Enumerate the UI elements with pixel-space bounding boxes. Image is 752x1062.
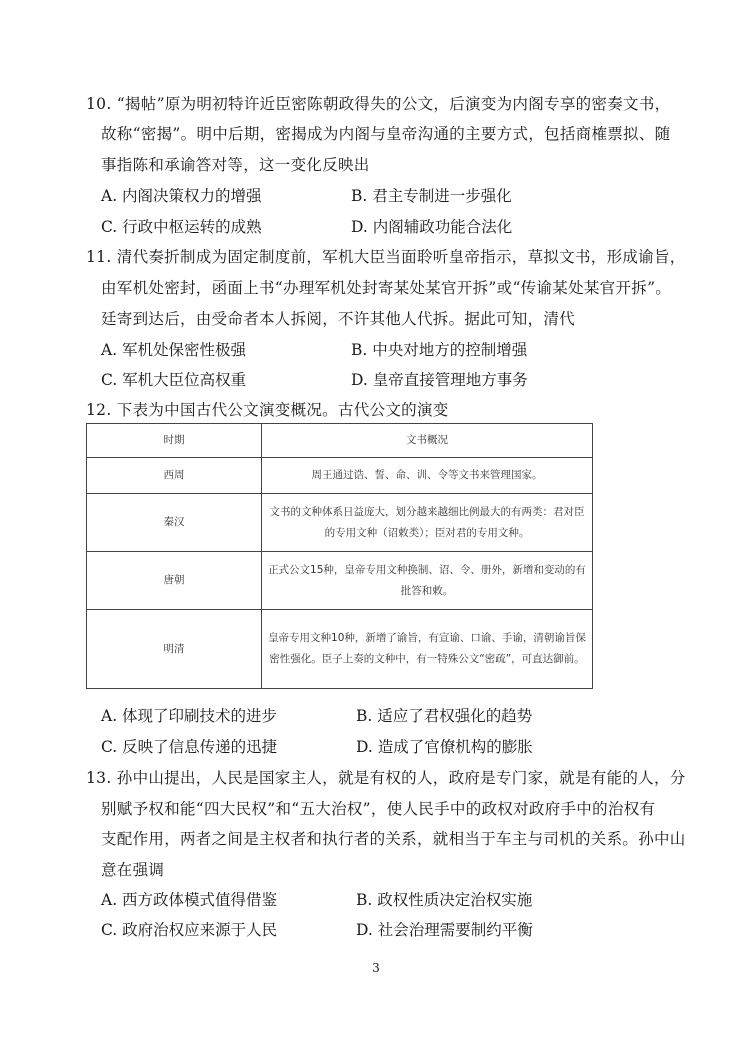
table-row <box>87 552 593 610</box>
q12-option-c[interactable]: C. 反映了信息传递的迅捷 <box>101 738 278 756</box>
table-cell-period: 秦汉 <box>87 494 262 552</box>
table-row <box>87 610 593 689</box>
q10-option-a[interactable]: A. 内阁决策权力的增强 <box>101 187 262 205</box>
q12-table <box>86 423 593 689</box>
table-row <box>87 458 593 494</box>
q13-stem-line-3: 支配作用，两者之间是主权者和执行者的关系，就相当于车主与司机的关系。孙中山 <box>101 830 686 848</box>
table-row <box>87 494 593 552</box>
q13-stem-line-1: 13. 孙中山提出，人民是国家主人，就是有权的人，政府是专门家，就是有能的人，分 <box>86 769 686 787</box>
q10-stem-line-1: 10. “揭帖”原为明初特许近臣密陈朝政得失的公文，后演变为内阁专享的密奏文书， <box>86 95 671 113</box>
q13-stem-line-2: 别赋予权和能“四大民权”和“五大治权”，使人民手中的政权对政府手中的治权有 <box>101 800 656 818</box>
q11-stem-line-3: 廷寄到达后，由受命者本人拆阅，不许其他人代拆。据此可知，清代 <box>101 310 576 328</box>
table-cell-overview: 皇帝专用文种10种，新增了谕旨，有宣谕、口谕、手谕，清朝谕旨保密性强化。臣子上奏的文种中，有一特殊公文“密疏”，可直达御前。 <box>262 610 593 689</box>
q13-option-a[interactable]: A. 西方政体模式值得借鉴 <box>101 891 278 909</box>
q11-stem-line-1: 11. 清代奏折制成为固定制度前，军机大臣当面聆听皇帝指示，草拟文书，形成谕旨， <box>86 248 686 266</box>
table-cell-period: 西周 <box>87 458 262 494</box>
q12-stem-line-1: 12. 下表为中国古代公文演变概况。古代公文的演变 <box>86 401 449 419</box>
table-header-row <box>87 424 593 458</box>
table-header-period: 时期 <box>87 424 262 458</box>
q12-option-d[interactable]: D. 造成了官僚机构的膨胀 <box>356 738 533 756</box>
q12-option-b[interactable]: B. 适应了君权强化的趋势 <box>356 707 533 725</box>
table-cell-overview: 文书的文种体系日益庞大，划分越来越细比例最大的有两类：君对臣的专用文种（诏敕类）；臣对君的专用文种。 <box>262 494 593 552</box>
table-cell-period: 唐朝 <box>87 552 262 610</box>
q10-option-b[interactable]: B. 君主专制进一步强化 <box>351 187 512 205</box>
q13-option-b[interactable]: B. 政权性质决定治权实施 <box>356 891 533 909</box>
q13-stem-line-4: 意在强调 <box>101 861 165 879</box>
table-cell-overview: 周王通过诰、誓、命、训、令等文书来管理国家。 <box>262 458 593 494</box>
q11-option-c[interactable]: C. 军机大臣位高权重 <box>101 371 247 389</box>
q10-stem-line-2: 故称“密揭”。明中后期，密揭成为内阁与皇帝沟通的主要方式，包括商榷票拟、随 <box>101 125 671 143</box>
q10-stem-line-3: 事指陈和承谕答对等，这一变化反映出 <box>101 156 370 174</box>
q13-option-c[interactable]: C. 政府治权应来源于人民 <box>101 921 278 939</box>
q10-option-c[interactable]: C. 行政中枢运转的成熟 <box>101 218 262 236</box>
q10-option-d[interactable]: D. 内阁辅政功能合法化 <box>351 218 513 236</box>
q11-stem-line-2: 由军机处密封，函面上书“办理军机处封寄某处某官开拆”或“传谕某处某官开拆”。 <box>101 279 672 297</box>
table-header-overview: 文书概况 <box>262 424 593 458</box>
q11-option-a[interactable]: A. 军机处保密性极强 <box>101 341 247 359</box>
table-cell-overview: 正式公文15种，皇帝专用文种换制、诏、令、册外，新增和变动的有批答和敕。 <box>262 552 593 610</box>
q11-option-b[interactable]: B. 中央对地方的控制增强 <box>351 341 528 359</box>
table-cell-period: 明清 <box>87 610 262 689</box>
page-number: 3 <box>372 961 380 975</box>
q11-option-d[interactable]: D. 皇帝直接管理地方事务 <box>351 371 528 389</box>
q13-option-d[interactable]: D. 社会治理需要制约平衡 <box>356 921 533 939</box>
q12-option-a[interactable]: A. 体现了印刷技术的进步 <box>101 707 278 725</box>
